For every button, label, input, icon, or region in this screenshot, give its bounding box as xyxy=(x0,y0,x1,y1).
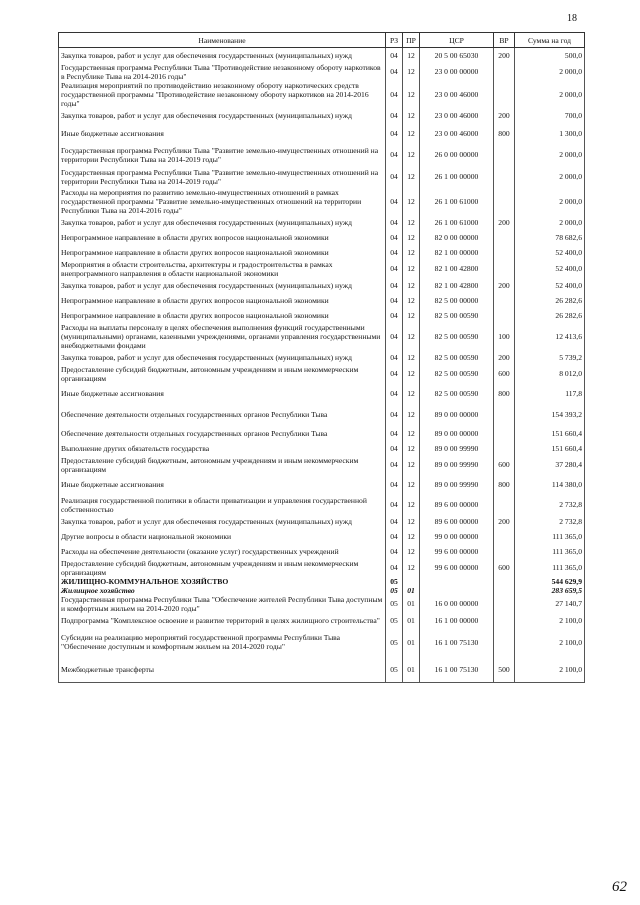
cell-csr: 82 0 00 00000 xyxy=(420,230,494,245)
table-row xyxy=(59,245,585,260)
cell-pr: 12 xyxy=(403,441,420,456)
table-row xyxy=(59,474,585,496)
table-row xyxy=(59,308,585,323)
cell-vr xyxy=(494,308,515,323)
table-row xyxy=(59,586,585,595)
cell-pr: 12 xyxy=(403,323,420,350)
cell-pr: 12 xyxy=(403,293,420,308)
cell-name: Закупка товаров, работ и услуг для обеспечения государственных (муниципальных) нужд xyxy=(59,514,386,529)
cell-name: Расходы на мероприятия по развитию земельно-имущественных отношений в рамках государственной программы "Развитие земельно-имущественных отношений на территории Республики Тыва на 2014-2016 годы" xyxy=(59,188,386,215)
cell-csr: 16 0 00 00000 xyxy=(420,595,494,613)
budget-table xyxy=(58,32,585,683)
cell-csr: 82 5 00 00590 xyxy=(420,365,494,383)
table-row xyxy=(59,456,585,474)
cell-sum: 151 660,4 xyxy=(515,441,585,456)
cell-rz: 04 xyxy=(386,144,403,166)
cell-rz: 04 xyxy=(386,188,403,215)
cell-csr: 89 0 00 99990 xyxy=(420,456,494,474)
cell-name: Закупка товаров, работ и услуг для обеспечения государственных (муниципальных) нужд xyxy=(59,215,386,230)
cell-csr: 23 0 00 46000 xyxy=(420,108,494,123)
cell-sum: 2 000,0 xyxy=(515,63,585,81)
cell-name: Непрограммное направление в области других вопросов национальной экономики xyxy=(59,293,386,308)
cell-vr xyxy=(494,245,515,260)
cell-rz: 04 xyxy=(386,215,403,230)
table-row xyxy=(59,577,585,586)
cell-sum: 2 100,0 xyxy=(515,657,585,683)
cell-sum: 2 000,0 xyxy=(515,188,585,215)
cell-name: Государственная программа Республики Тыва "Обеспечение жителей Республики Тыва доступным и комфортным жильем на 2014-2020 годы" xyxy=(59,595,386,613)
cell-name: Государственная программа Республики Тыва "Развитие земельно-имущественных отношений на территории Республики Тыва на 2014-2019 годы" xyxy=(59,166,386,188)
cell-name: Предоставление субсидий бюджетным, автономным учреждениям и иным некоммерческим организациям xyxy=(59,365,386,383)
cell-csr: 16 1 00 00000 xyxy=(420,613,494,628)
cell-rz: 04 xyxy=(386,245,403,260)
cell-name: Государственная программа Республики Тыва "Развитие земельно-имущественных отношений на территории Республики Тыва на 2014-2019 годы" xyxy=(59,144,386,166)
table-row xyxy=(59,613,585,628)
cell-vr: 600 xyxy=(494,456,515,474)
cell-csr: 82 1 00 00000 xyxy=(420,245,494,260)
cell-sum: 52 400,0 xyxy=(515,245,585,260)
cell-vr: 800 xyxy=(494,383,515,404)
cell-vr xyxy=(494,628,515,657)
cell-vr xyxy=(494,595,515,613)
table-row xyxy=(59,215,585,230)
cell-csr: 23 0 00 46000 xyxy=(420,123,494,144)
cell-pr: 12 xyxy=(403,245,420,260)
cell-vr xyxy=(494,230,515,245)
table-row xyxy=(59,350,585,365)
cell-pr: 12 xyxy=(403,544,420,559)
cell-sum: 283 659,5 xyxy=(515,586,585,595)
cell-name: Обеспечение деятельности отдельных государственных органов Республики Тыва xyxy=(59,426,386,441)
table-row xyxy=(59,657,585,683)
table-row xyxy=(59,230,585,245)
cell-name: Предоставление субсидий бюджетным, автономным учреждениям и иным некоммерческим организациям xyxy=(59,456,386,474)
cell-name: Реализация мероприятий по противодействию незаконному обороту наркотических средств государственной программы "Противодействие незаконному обороту наркотиков на 2014-2016 годы" xyxy=(59,81,386,108)
header-name: Наименование xyxy=(59,33,386,48)
cell-name: Государственная программа Республики Тыва "Противодействие незаконному обороту наркотиков в Республике Тыва на 2014-2016 годы" xyxy=(59,63,386,81)
cell-rz: 04 xyxy=(386,544,403,559)
cell-vr: 800 xyxy=(494,123,515,144)
cell-vr: 200 xyxy=(494,215,515,230)
cell-csr: 82 5 00 00000 xyxy=(420,293,494,308)
cell-pr: 12 xyxy=(403,144,420,166)
cell-name: Реализация государственной политики в области приватизации и управления государственной собственностью xyxy=(59,496,386,514)
cell-sum: 151 660,4 xyxy=(515,426,585,441)
cell-pr: 12 xyxy=(403,496,420,514)
cell-pr: 01 xyxy=(403,628,420,657)
cell-csr: 26 0 00 00000 xyxy=(420,144,494,166)
cell-pr: 12 xyxy=(403,188,420,215)
cell-name: Непрограммное направление в области других вопросов национальной экономики xyxy=(59,308,386,323)
cell-pr: 01 xyxy=(403,595,420,613)
cell-rz: 04 xyxy=(386,260,403,278)
cell-vr xyxy=(494,496,515,514)
cell-pr: 12 xyxy=(403,426,420,441)
header-rz: РЗ xyxy=(386,33,403,48)
table-row xyxy=(59,559,585,577)
cell-csr xyxy=(420,586,494,595)
cell-rz: 04 xyxy=(386,474,403,496)
cell-csr: 82 5 00 00590 xyxy=(420,350,494,365)
cell-vr xyxy=(494,293,515,308)
cell-pr: 12 xyxy=(403,63,420,81)
cell-rz: 04 xyxy=(386,323,403,350)
cell-rz: 04 xyxy=(386,278,403,293)
cell-pr: 12 xyxy=(403,559,420,577)
table-row xyxy=(59,496,585,514)
corner-handwritten-mark: 62 xyxy=(612,879,627,895)
cell-vr xyxy=(494,426,515,441)
cell-rz: 04 xyxy=(386,81,403,108)
cell-pr: 12 xyxy=(403,383,420,404)
cell-vr xyxy=(494,529,515,544)
header-sum: Сумма на год xyxy=(515,33,585,48)
cell-pr: 12 xyxy=(403,404,420,426)
table-header-row xyxy=(59,33,585,48)
header-csr: ЦСР xyxy=(420,33,494,48)
cell-name: Закупка товаров, работ и услуг для обеспечения государственных (муниципальных) нужд xyxy=(59,108,386,123)
cell-csr: 89 6 00 00000 xyxy=(420,496,494,514)
cell-sum: 2 100,0 xyxy=(515,613,585,628)
cell-csr: 89 6 00 00000 xyxy=(420,514,494,529)
cell-name: Обеспечение деятельности отдельных государственных органов Республики Тыва xyxy=(59,404,386,426)
cell-csr: 82 5 00 00590 xyxy=(420,383,494,404)
cell-pr: 12 xyxy=(403,474,420,496)
cell-sum: 2 732,8 xyxy=(515,514,585,529)
cell-csr: 26 1 00 61000 xyxy=(420,215,494,230)
cell-csr: 99 6 00 00000 xyxy=(420,559,494,577)
cell-vr xyxy=(494,441,515,456)
cell-rz: 04 xyxy=(386,293,403,308)
cell-sum: 37 280,4 xyxy=(515,456,585,474)
cell-rz: 04 xyxy=(386,48,403,63)
cell-sum: 117,8 xyxy=(515,383,585,404)
cell-csr: 26 1 00 00000 xyxy=(420,166,494,188)
cell-sum: 52 400,0 xyxy=(515,260,585,278)
cell-vr xyxy=(494,166,515,188)
table-row xyxy=(59,529,585,544)
cell-name: Расходы на выплаты персоналу в целях обеспечения выполнения функций государственными (муниципальными) органами, казенными учреждениями, органами управления государственными внебюджетными фондами xyxy=(59,323,386,350)
cell-csr: 26 1 00 61000 xyxy=(420,188,494,215)
cell-vr: 200 xyxy=(494,278,515,293)
cell-csr: 82 5 00 00590 xyxy=(420,323,494,350)
table-row xyxy=(59,48,585,63)
cell-rz: 05 xyxy=(386,613,403,628)
cell-csr: 82 1 00 42800 xyxy=(420,278,494,293)
cell-name: Закупка товаров, работ и услуг для обеспечения государственных (муниципальных) нужд xyxy=(59,48,386,63)
header-vr: ВР xyxy=(494,33,515,48)
cell-pr: 12 xyxy=(403,81,420,108)
cell-sum: 500,0 xyxy=(515,48,585,63)
cell-vr xyxy=(494,63,515,81)
cell-sum: 2 000,0 xyxy=(515,81,585,108)
cell-rz: 04 xyxy=(386,426,403,441)
cell-name: Закупка товаров, работ и услуг для обеспечения государственных (муниципальных) нужд xyxy=(59,278,386,293)
table-row xyxy=(59,188,585,215)
header-pr: ПР xyxy=(403,33,420,48)
cell-rz: 04 xyxy=(386,456,403,474)
cell-rz: 04 xyxy=(386,63,403,81)
cell-sum: 114 380,0 xyxy=(515,474,585,496)
cell-rz: 04 xyxy=(386,441,403,456)
cell-pr: 12 xyxy=(403,166,420,188)
cell-sum: 2 100,0 xyxy=(515,628,585,657)
cell-pr: 01 xyxy=(403,613,420,628)
cell-rz: 04 xyxy=(386,529,403,544)
table-body xyxy=(59,48,585,683)
cell-sum: 111 365,0 xyxy=(515,559,585,577)
cell-vr xyxy=(494,577,515,586)
cell-name: Непрограммное направление в области других вопросов национальной экономики xyxy=(59,245,386,260)
table-row xyxy=(59,383,585,404)
cell-csr: 89 0 00 00000 xyxy=(420,426,494,441)
cell-vr xyxy=(494,586,515,595)
cell-name: Иные бюджетные ассигнования xyxy=(59,383,386,404)
cell-csr: 99 6 00 00000 xyxy=(420,544,494,559)
cell-sum: 52 400,0 xyxy=(515,278,585,293)
cell-name: ЖИЛИЩНО-КОММУНАЛЬНОЕ ХОЗЯЙСТВО xyxy=(59,577,386,586)
cell-rz: 04 xyxy=(386,514,403,529)
cell-csr: 82 1 00 42800 xyxy=(420,260,494,278)
cell-rz: 05 xyxy=(386,586,403,595)
cell-pr: 12 xyxy=(403,260,420,278)
cell-pr: 12 xyxy=(403,456,420,474)
table-row xyxy=(59,260,585,278)
cell-vr xyxy=(494,613,515,628)
cell-name: Иные бюджетные ассигнования xyxy=(59,474,386,496)
cell-vr xyxy=(494,260,515,278)
cell-pr: 12 xyxy=(403,350,420,365)
cell-sum: 26 282,6 xyxy=(515,293,585,308)
page-number: 18 xyxy=(567,13,577,24)
table-row xyxy=(59,123,585,144)
table-row xyxy=(59,426,585,441)
cell-pr: 12 xyxy=(403,278,420,293)
cell-pr xyxy=(403,577,420,586)
cell-sum: 544 629,9 xyxy=(515,577,585,586)
cell-name: Непрограммное направление в области других вопросов национальной экономики xyxy=(59,230,386,245)
cell-vr: 600 xyxy=(494,559,515,577)
cell-vr: 200 xyxy=(494,108,515,123)
cell-rz: 05 xyxy=(386,628,403,657)
cell-rz: 04 xyxy=(386,308,403,323)
cell-sum: 27 140,7 xyxy=(515,595,585,613)
cell-sum: 700,0 xyxy=(515,108,585,123)
cell-vr: 200 xyxy=(494,514,515,529)
cell-rz: 05 xyxy=(386,657,403,683)
cell-rz: 04 xyxy=(386,108,403,123)
cell-sum: 2 000,0 xyxy=(515,166,585,188)
cell-vr xyxy=(494,404,515,426)
cell-name: Выполнение других обязательств государства xyxy=(59,441,386,456)
table-row xyxy=(59,278,585,293)
cell-rz: 04 xyxy=(386,496,403,514)
cell-pr: 12 xyxy=(403,365,420,383)
cell-sum: 78 682,6 xyxy=(515,230,585,245)
cell-csr: 16 1 00 75130 xyxy=(420,628,494,657)
table-row xyxy=(59,144,585,166)
cell-rz: 04 xyxy=(386,365,403,383)
cell-csr: 82 5 00 00590 xyxy=(420,308,494,323)
cell-csr: 20 5 00 65030 xyxy=(420,48,494,63)
table-row xyxy=(59,365,585,383)
table-row xyxy=(59,81,585,108)
table-row xyxy=(59,544,585,559)
table-row xyxy=(59,595,585,613)
cell-pr: 12 xyxy=(403,308,420,323)
cell-csr xyxy=(420,577,494,586)
table-row xyxy=(59,108,585,123)
cell-rz: 04 xyxy=(386,404,403,426)
cell-sum: 8 012,0 xyxy=(515,365,585,383)
cell-pr: 12 xyxy=(403,529,420,544)
cell-rz: 04 xyxy=(386,166,403,188)
cell-vr xyxy=(494,144,515,166)
cell-rz: 05 xyxy=(386,577,403,586)
cell-sum: 1 300,0 xyxy=(515,123,585,144)
cell-rz: 04 xyxy=(386,123,403,144)
cell-pr: 12 xyxy=(403,230,420,245)
cell-pr: 01 xyxy=(403,586,420,595)
cell-csr: 23 0 00 46000 xyxy=(420,81,494,108)
cell-csr: 89 0 00 99990 xyxy=(420,474,494,496)
cell-name: Мероприятия в области строительства, архитектуры и градостроительства в рамках внепрограммного направления в области национальной экономики xyxy=(59,260,386,278)
cell-pr: 12 xyxy=(403,48,420,63)
cell-name: Предоставление субсидий бюджетным, автономным учреждениям и иным некоммерческим организациям xyxy=(59,559,386,577)
cell-csr: 99 0 00 00000 xyxy=(420,529,494,544)
cell-name: Расходы на обеспечение деятельности (оказание услуг) государственных учреждений xyxy=(59,544,386,559)
cell-vr: 600 xyxy=(494,365,515,383)
table-row xyxy=(59,293,585,308)
cell-pr: 12 xyxy=(403,108,420,123)
cell-vr: 800 xyxy=(494,474,515,496)
cell-name: Жилищное хозяйство xyxy=(59,586,386,595)
cell-vr: 200 xyxy=(494,350,515,365)
cell-sum: 26 282,6 xyxy=(515,308,585,323)
cell-name: Иные бюджетные ассигнования xyxy=(59,123,386,144)
cell-sum: 111 365,0 xyxy=(515,544,585,559)
table-row xyxy=(59,628,585,657)
cell-sum: 2 000,0 xyxy=(515,144,585,166)
cell-name: Закупка товаров, работ и услуг для обеспечения государственных (муниципальных) нужд xyxy=(59,350,386,365)
cell-rz: 04 xyxy=(386,383,403,404)
cell-rz: 04 xyxy=(386,350,403,365)
cell-csr: 23 0 00 00000 xyxy=(420,63,494,81)
cell-rz: 04 xyxy=(386,230,403,245)
cell-vr: 100 xyxy=(494,323,515,350)
table-row xyxy=(59,441,585,456)
cell-pr: 01 xyxy=(403,657,420,683)
table-row xyxy=(59,514,585,529)
cell-sum: 154 393,2 xyxy=(515,404,585,426)
cell-name: Другие вопросы в области национальной экономики xyxy=(59,529,386,544)
cell-sum: 111 365,0 xyxy=(515,529,585,544)
cell-vr: 200 xyxy=(494,48,515,63)
table-row xyxy=(59,166,585,188)
cell-csr: 89 0 00 00000 xyxy=(420,404,494,426)
cell-pr: 12 xyxy=(403,514,420,529)
cell-rz: 04 xyxy=(386,559,403,577)
cell-csr: 89 0 00 99990 xyxy=(420,441,494,456)
cell-vr xyxy=(494,188,515,215)
cell-sum: 12 413,6 xyxy=(515,323,585,350)
table-row xyxy=(59,404,585,426)
table-row xyxy=(59,323,585,350)
cell-sum: 2 000,0 xyxy=(515,215,585,230)
cell-pr: 12 xyxy=(403,215,420,230)
cell-sum: 2 732,8 xyxy=(515,496,585,514)
cell-name: Субсидии на реализацию мероприятий государственной программы Республики Тыва "Обеспечение доступным и комфортным жильем на 2014-2020 годы" xyxy=(59,628,386,657)
cell-vr xyxy=(494,544,515,559)
cell-sum: 5 739,2 xyxy=(515,350,585,365)
table-row xyxy=(59,63,585,81)
cell-name: Межбюджетные трансферты xyxy=(59,657,386,683)
cell-name: Подпрограмма "Комплексное освоение и развитие территорий в целях жилищного строительства" xyxy=(59,613,386,628)
cell-csr: 16 1 00 75130 xyxy=(420,657,494,683)
cell-pr: 12 xyxy=(403,123,420,144)
cell-rz: 05 xyxy=(386,595,403,613)
cell-vr: 500 xyxy=(494,657,515,683)
cell-vr xyxy=(494,81,515,108)
